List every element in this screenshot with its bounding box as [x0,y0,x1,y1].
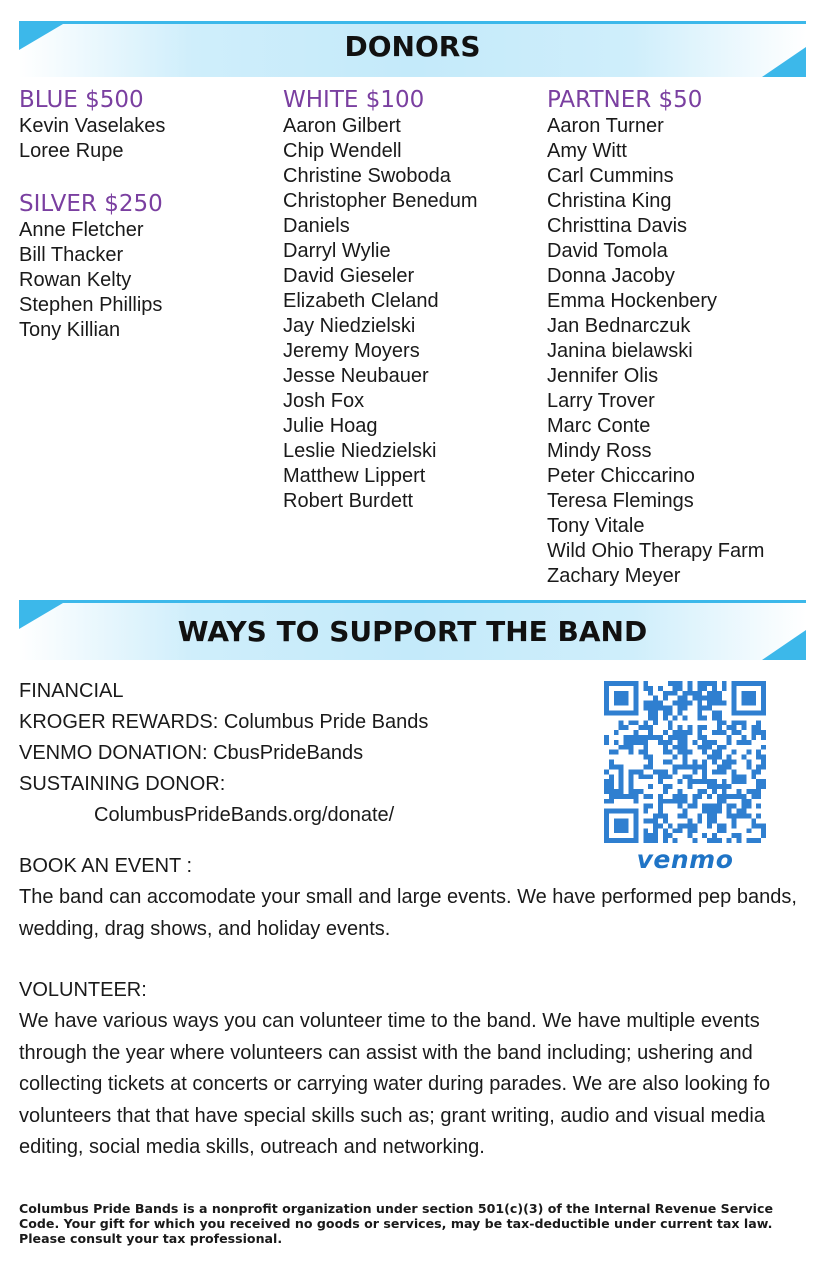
venmo-donation-line: VENMO DONATION: CbusPrideBands [19,742,364,764]
book-event-section [19,851,809,945]
donor-name: Marc Conte [547,415,651,437]
donor-name: Josh Fox [283,390,365,412]
donor-name: Zachary Meyer [547,565,681,587]
donor-name: Christina King [547,190,672,212]
donor-column-3 [547,86,807,589]
tier-heading-partner: PARTNER $50 [547,87,703,113]
donor-name: Janina bielawski [547,340,693,362]
venmo-qr-code-icon[interactable] [604,681,766,843]
donor-name: Kevin Vaselakes [19,115,166,137]
donor-name: Tony Killian [19,319,121,341]
financial-heading: FINANCIAL [19,680,124,702]
donor-name: David Tomola [547,240,668,262]
venmo-logo: venmo [636,845,734,874]
donor-name: Stephen Phillips [19,294,163,316]
donor-name: David Gieseler [283,265,415,287]
kroger-rewards-line: KROGER REWARDS: Columbus Pride Bands [19,711,429,733]
book-event-text: The band can accomodate your small and large events. We have performed pep bands, wedding, drag shows, and holiday events. [19,886,797,940]
donor-name: Christine Swoboda [283,165,451,187]
donors-title: DONORS [344,30,481,63]
donor-name: Mindy Ross [547,440,652,462]
tier-list-white [283,114,543,514]
financial-section [19,676,428,831]
donor-name: Robert Burdett [283,490,414,512]
donor-name: Jan Bednarczuk [547,315,691,337]
donor-name: Matthew Lippert [283,465,426,487]
donor-name: Chip Wendell [283,140,402,162]
donor-name: Wild Ohio Therapy Farm [547,540,765,562]
ways-title: WAYS TO SUPPORT THE BAND [177,615,648,648]
tier-heading-blue: BLUE $500 [19,87,144,113]
donor-name: Bill Thacker [19,244,124,266]
donor-name: Peter Chiccarino [547,465,695,487]
donor-name: Aaron Gilbert [283,115,401,137]
donor-name: Elizabeth Cleland [283,290,439,312]
volunteer-section [19,975,809,1164]
donor-name: Amy Witt [547,140,627,162]
ways-banner [19,600,806,660]
tier-list-partner [547,114,807,589]
donors-banner [19,21,806,77]
donor-name: Jesse Neubauer [283,365,429,387]
donor-name: Teresa Flemings [547,490,694,512]
donor-name: Emma Hockenbery [547,290,718,312]
tax-disclaimer: Columbus Pride Bands is a nonprofit organization under section 501(c)(3) of the Internal Revenue Service Code. Your gift for which you received no goods or services, may be tax-deductible under current tax law. Please consult your tax professional. [19,1201,773,1246]
donor-name: Darryl Wylie [283,240,391,262]
donor-name: Larry Trover [547,390,655,412]
donor-name: Jennifer Olis [547,365,659,387]
donor-column-1 [19,86,279,343]
donor-name: Daniels [283,215,350,237]
volunteer-heading: VOLUNTEER: [19,979,147,1001]
tier-heading-silver: SILVER $250 [19,191,163,217]
donor-name: Julie Hoag [283,415,378,437]
donor-name: Anne Fletcher [19,219,144,241]
donor-name: Jay Niedzielski [283,315,416,337]
donor-name: Leslie Niedzielski [283,440,437,462]
sustaining-donor-label: SUSTAINING DONOR: [19,773,226,795]
donor-name: Rowan Kelty [19,269,132,291]
donor-name: Carl Cummins [547,165,674,187]
tier-list-blue [19,114,279,164]
donate-url[interactable]: ColumbusPrideBands.org/donate/ [94,804,395,826]
donor-name: Loree Rupe [19,140,124,162]
tier-heading-white: WHITE $100 [283,87,425,113]
book-event-heading: BOOK AN EVENT : [19,855,193,877]
donor-name: Christopher Benedum [283,190,478,212]
tier-list-silver [19,218,279,343]
donor-column-2 [283,86,543,514]
volunteer-text: We have various ways you can volunteer time to the band. We have multiple events through the year where volunteers can assist with the band including; ushering and collecting tickets at concerts or carrying water during parades. We are also looking fo volunteers that that have special skills such as; grant writing, audio and visual media editing, social media skills, outreach and networking. [19,1010,771,1158]
donor-name: Donna Jacoby [547,265,675,287]
donor-name: Jeremy Moyers [283,340,420,362]
donor-name: Christtina Davis [547,215,688,237]
donor-name: Tony Vitale [547,515,645,537]
donor-name: Aaron Turner [547,115,664,137]
